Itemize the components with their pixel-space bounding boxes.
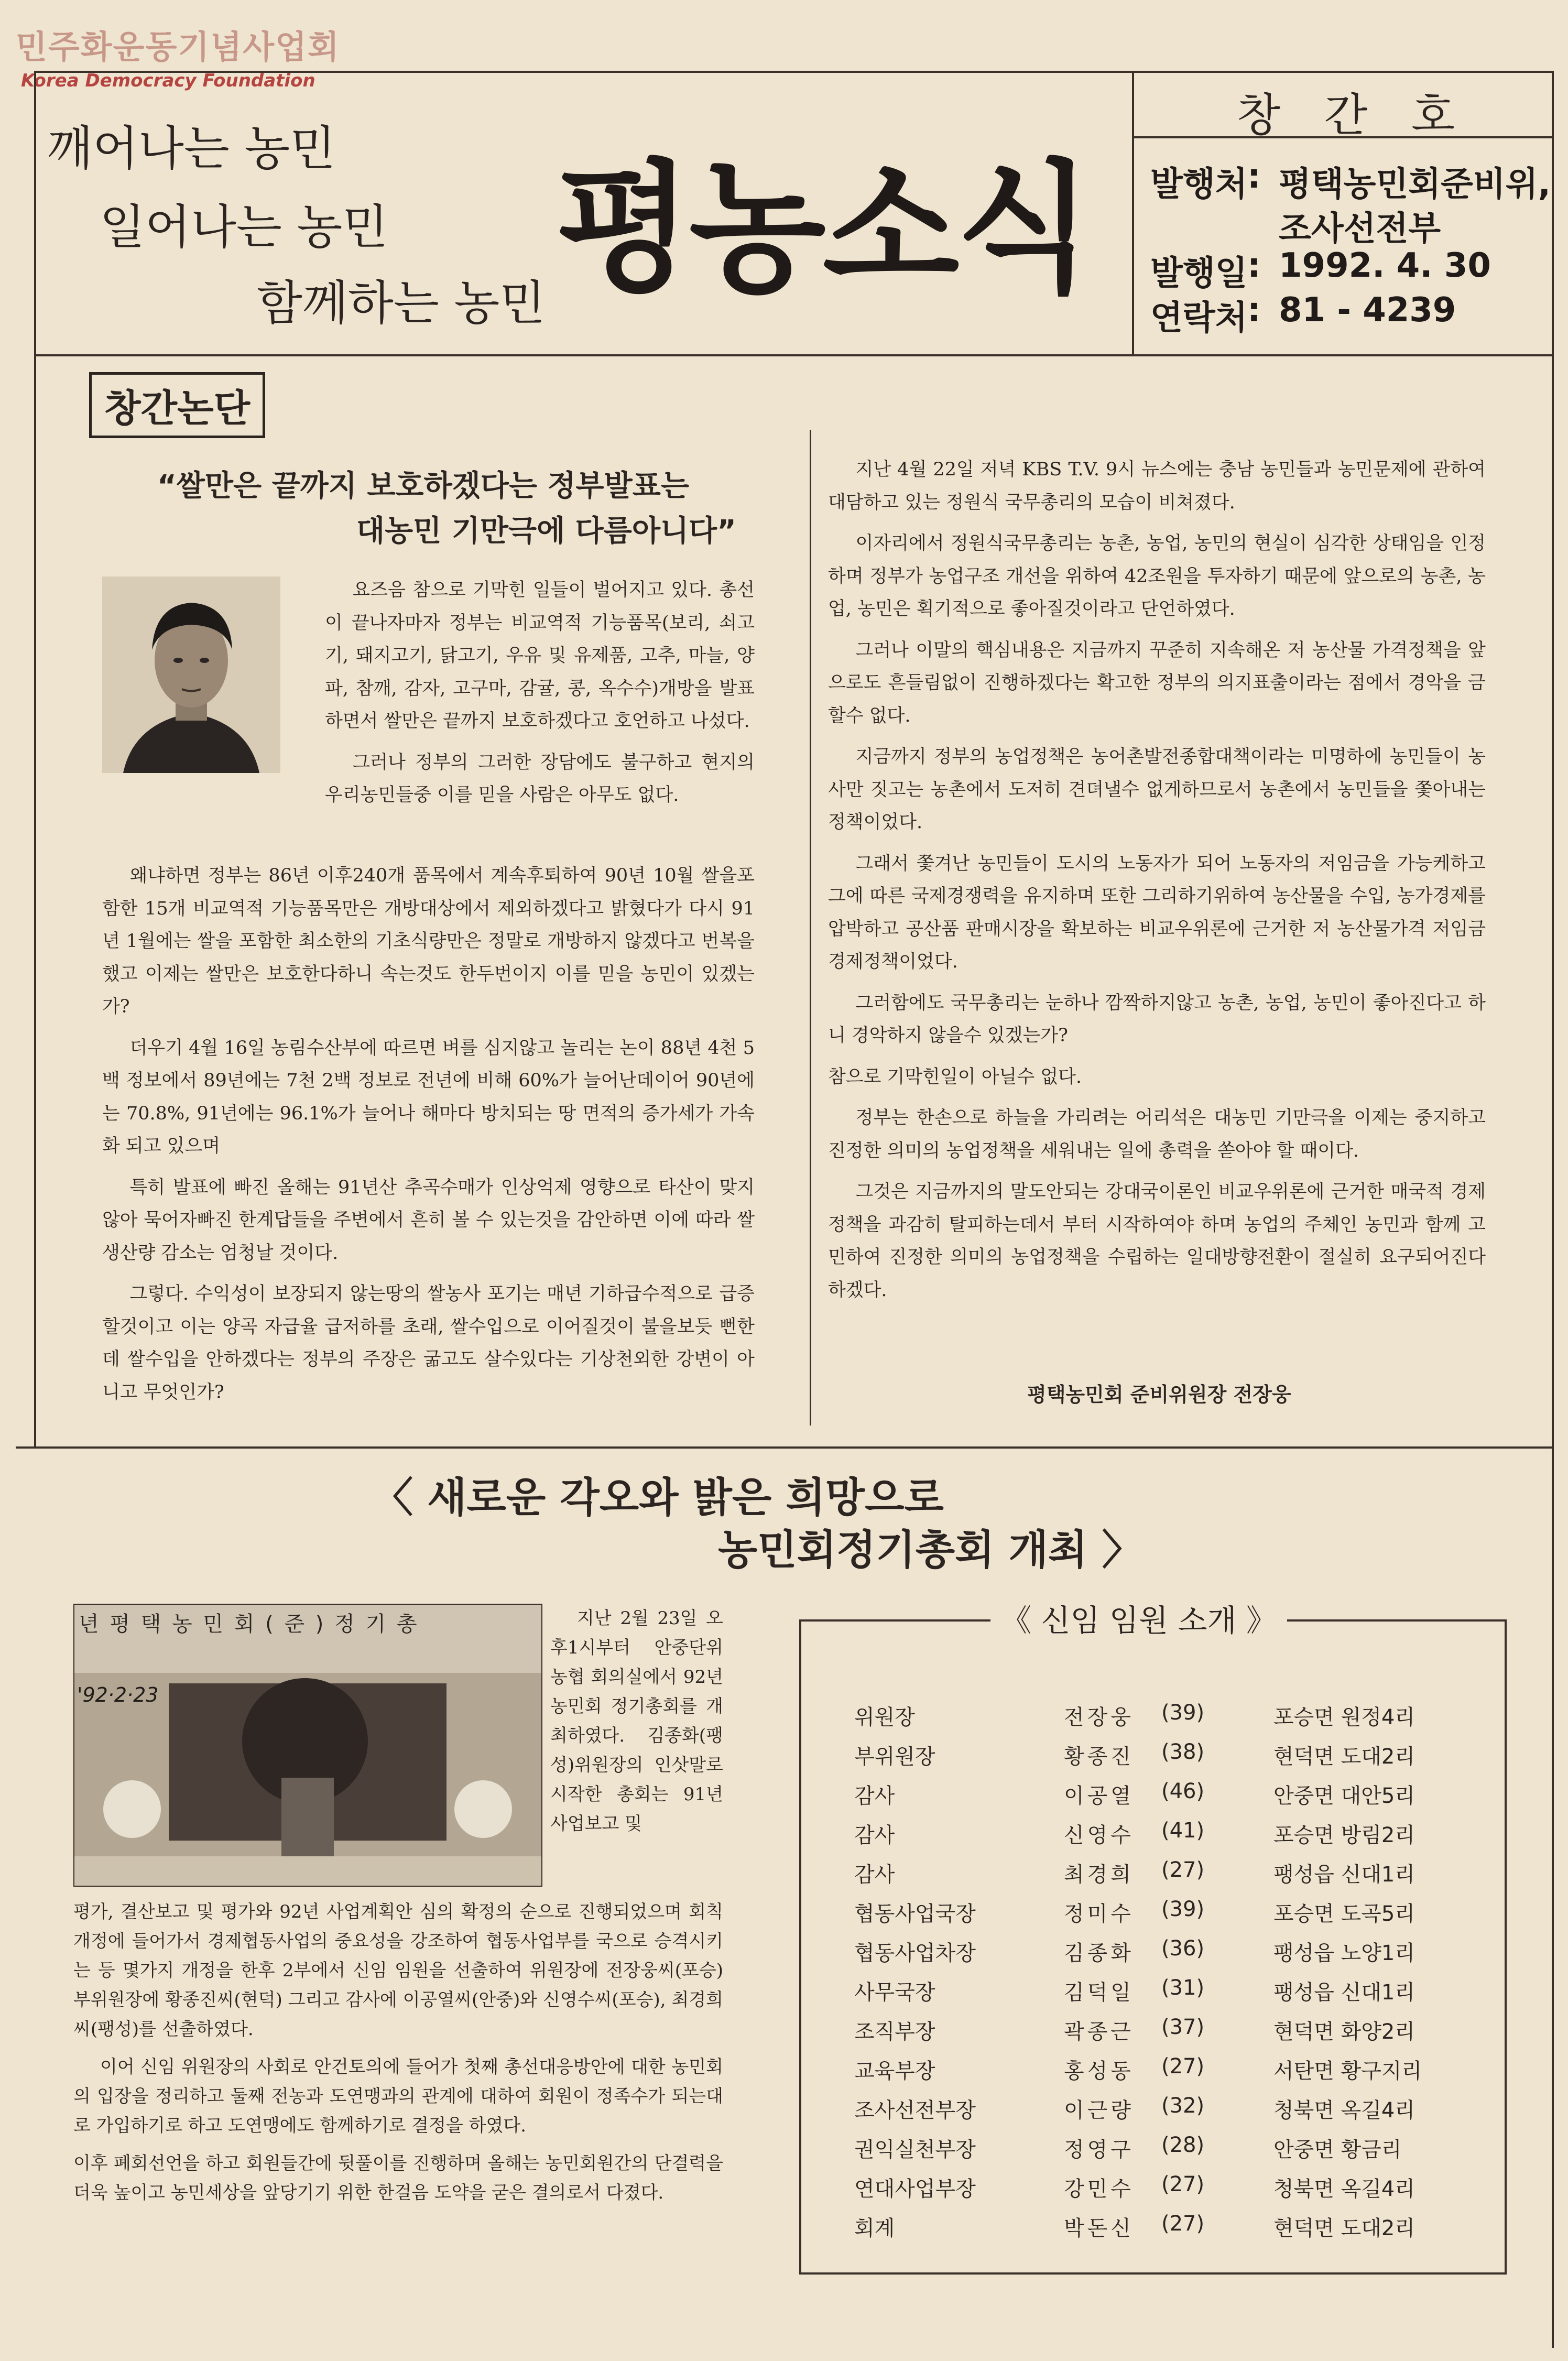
editorial-paragraph: 그렇다. 수익성이 보장되지 않는땅의 쌀농사 포기는 매년 기하급수적으로 급증할것이고 이는 양곡 자급율 급저하를 초래, 쌀수입으로 이어질것이 불을보듯 뻔한데 쌀수입을 안하겠다는 정부의 주장은 굶고도 살수있다는 기상천외한 강변이 아니고 무엇인가? — [102, 1283, 755, 1403]
publisher-value-2: 조사선전부 — [1279, 210, 1441, 248]
colon: : — [1247, 157, 1261, 196]
officer-name: 정미수 — [1064, 1902, 1134, 1926]
date-value: 1992. 4. 30 — [1279, 246, 1491, 285]
officer-age: (27) — [1161, 2212, 1205, 2236]
officer-age: (39) — [1161, 1701, 1205, 1725]
officer-row — [854, 1936, 1483, 1976]
officer-position: 부위원장 — [854, 1745, 935, 1769]
officer-position: 협동사업차장 — [854, 1941, 976, 1965]
officer-row — [854, 1779, 1483, 1819]
author-portrait — [102, 576, 280, 773]
officer-position: 사무국장 — [854, 1981, 935, 2005]
colon: : — [1247, 291, 1261, 330]
editorial-paragraph: 참으로 기막힌일이 아닐수 없다. — [828, 1066, 1082, 1087]
officer-name: 황종진 — [1064, 1745, 1134, 1769]
officer-name: 이근량 — [1064, 2098, 1134, 2123]
meeting-photo — [73, 1604, 542, 1887]
article-body-text — [73, 1897, 723, 2216]
masthead-divider — [1132, 71, 1134, 356]
editorial-paragraph: 그래서 쫓겨난 농민들이 도시의 노동자가 되어 노동자의 저임금을 가능케하고 그에 따른 국제경쟁력을 유지하며 또한 그리하기위하여 농산물을 수입, 농가경제를 압박하고 공산품 판매시장을 확보하는 비교우위론에 근거한 저 농산물가격 저임금 경제정책이었다. — [828, 853, 1486, 972]
slogan-line-2: 일어나는 농민 — [100, 200, 388, 255]
editorial-headline-line-2: 대농민 기만극에 다름아니다” — [356, 514, 736, 548]
officer-region: 현덕면 도대2리 — [1273, 1745, 1415, 1769]
officer-position: 교육부장 — [854, 2059, 935, 2083]
officer-row — [854, 1740, 1483, 1780]
officer-age: (39) — [1161, 1897, 1205, 1921]
editorial-left-top-text — [325, 574, 755, 820]
officer-region: 포승면 도곡5리 — [1273, 1902, 1415, 1926]
column-divider — [810, 430, 811, 1426]
officer-region: 현덕면 도대2리 — [1273, 2216, 1415, 2240]
officer-row — [854, 2172, 1483, 2212]
officer-name: 홍성동 — [1064, 2059, 1134, 2083]
publisher-value-1: 평택농민회준비위, — [1279, 165, 1551, 204]
officer-position: 연대사업부장 — [854, 2177, 976, 2201]
officer-region: 서탄면 황구지리 — [1273, 2059, 1422, 2083]
editorial-paragraph: 정부는 한손으로 하늘을 가리려는 어리석은 대농민 기만극을 이제는 중지하고 진정한 의미의 농업정책을 세워내는 일에 총력을 쏟아야 할 때이다. — [828, 1107, 1486, 1161]
officer-age: (27) — [1161, 1858, 1205, 1882]
meeting-photo-image — [74, 1605, 541, 1886]
editorial-paragraph: 요즈음 참으로 기막힌 일들이 벌어지고 있다. 총선이 끝나자마자 정부는 비교역적 기능품목(보리, 쇠고기, 돼지고기, 닭고기, 우유 및 유제품, 고추, 마늘, 양파, 참깨, 감자, 고구마, 감귤, 콩, 옥수수)개방을 발표하면서 쌀만은 끝까지 보호하겠다고 호언하고 나섰다. — [325, 580, 755, 732]
officer-name: 전장웅 — [1064, 1705, 1134, 1729]
issue-label: 창 간 호 — [1237, 89, 1469, 142]
officer-row — [854, 1858, 1483, 1898]
officer-age: (31) — [1161, 1976, 1205, 2000]
officer-name: 최경희 — [1064, 1863, 1134, 1887]
editorial-headline — [157, 464, 765, 554]
editorial-paragraph: 특히 발표에 빠진 올해는 91년산 추곡수매가 인상억제 영향으로 타산이 맞지않아 묵어자빠진 한계답들을 주변에서 흔히 볼 수 있는것을 감안하면 이에 따라 쌀 생산량 감소는 엄청날 것이다. — [102, 1177, 755, 1264]
officer-position: 조사선전부장 — [854, 2098, 976, 2123]
officer-region: 청북면 옥길4리 — [1273, 2098, 1415, 2123]
officer-region: 포승면 원정4리 — [1273, 1705, 1415, 1729]
article-paragraph: 이후 폐회선언을 하고 회원들간에 뒷풀이를 진행하며 올해는 농민회원간의 단결력을 더욱 높이고 농민세상을 앞당기기 위한 한걸음 도약을 굳은 결의로서 다졌다. — [73, 2153, 723, 2203]
contact-value: 81 - 4239 — [1279, 291, 1456, 330]
editorial-paragraph: 그러함에도 국무총리는 눈하나 깜짝하지않고 농촌, 농업, 농민이 좋아진다고 하니 경악하지 않을수 있겠는가? — [828, 992, 1486, 1046]
article-title-line-2: 농민회정기총회 개최 〉 — [718, 1527, 1143, 1574]
editorial-author: 평택농민회 준비위원장 전장웅 — [1027, 1383, 1291, 1406]
watermark-english: Korea Democracy Foundation — [21, 70, 315, 91]
officer-region: 팽성읍 신대1리 — [1273, 1981, 1415, 2005]
officer-row — [854, 2094, 1483, 2134]
officer-region: 청북면 옥길4리 — [1273, 2177, 1415, 2201]
officer-position: 조직부장 — [854, 2020, 935, 2044]
officer-age: (27) — [1161, 2054, 1205, 2079]
officer-name: 신영수 — [1064, 1823, 1134, 1847]
editorial-paragraph: 더우기 4월 16일 농림수산부에 따르면 벼를 심지않고 놀리는 논이 88년 4천 5백 정보에서 89년에는 7천 2백 정보로 전년에 비해 60%가 늘어난데이어 90년에는 70.8%, 91년에는 96.1%가 늘어나 해마다 방치되는 땅 면적의 증가세가 가속화 되고 있으며 — [102, 1037, 755, 1157]
officer-row — [854, 2054, 1483, 2094]
editorial-paragraph: 그러나 이말의 핵심내용은 지금까지 꾸준히 지속해온 저 농산물 가격정책을 앞으로도 흔들림없이 진행하겠다는 확고한 정부의 의지표출이라는 점에서 경악을 금할수 없다. — [828, 639, 1486, 726]
officer-row — [854, 1701, 1483, 1740]
officer-age: (41) — [1161, 1819, 1205, 1843]
photo-banner-text: 년 평 택 농 민 회 ( 준 ) 정 기 총 — [79, 1612, 419, 1636]
officer-region: 포승면 방림2리 — [1273, 1823, 1415, 1847]
officer-row — [854, 1819, 1483, 1858]
officer-age: (36) — [1161, 1936, 1205, 1961]
article-title-line-1: 〈 새로운 각오와 밝은 희망으로 — [372, 1474, 944, 1521]
editorial-right-text — [828, 453, 1486, 1315]
officer-name: 김덕일 — [1064, 1981, 1134, 2005]
article-paragraph: 평가, 결산보고 및 평가와 92년 사업계획안 심의 확정의 순으로 진행되었으며 회칙개정에 들어가서 경제협동사업의 중요성을 강조하여 협동사업부를 국으로 승격시키는 등 몇가지 개정을 한후 2부에서 신임 임원을 선출하여 위원장에 전장웅씨(포승) 부위원장에 황종진씨(현덕) 그리고 감사에 이공열씨(안중)와 신영수씨(포승), 최경희씨(팽성)를 선출하였다. — [73, 1901, 723, 2040]
officer-name: 강민수 — [1064, 2177, 1134, 2201]
officer-age: (28) — [1161, 2133, 1205, 2157]
editorial-paragraph: 왜냐하면 정부는 86년 이후240개 품목에서 계속후퇴하여 90년 10월 쌀을포함한 15개 비교역적 기능품목만은 개방대상에서 제외하겠다고 밝혔다가 다시 91년 1월에는 쌀을 포함한 최소한의 기초식량만은 정말로 개방하지 않겠다고 번복을 했고 이제는 쌀만은 보호한다하니 속는것도 한두번이지 이를 믿을 농민이 있겠는가? — [102, 865, 755, 1017]
frame-left-line — [34, 356, 36, 1446]
officer-name: 곽종근 — [1064, 2020, 1134, 2044]
officer-region: 팽성읍 노양1리 — [1273, 1941, 1415, 1965]
slogan-line-1: 깨어나는 농민 — [47, 121, 336, 176]
slogan-line-3: 함께하는 농민 — [257, 276, 546, 331]
officer-row — [854, 1976, 1483, 2016]
editorial-left-text — [102, 859, 755, 1417]
officer-position: 권익실천부장 — [854, 2138, 976, 2162]
publisher-label: 발행처 — [1150, 165, 1248, 204]
editorial-paragraph: 그러나 정부의 그러한 장담에도 불구하고 현지의 우리농민들중 이를 믿을 사람은 아무도 없다. — [325, 752, 755, 806]
watermark-korean: 민주화운동기념사업회 — [16, 28, 340, 66]
officer-name: 박돈신 — [1064, 2216, 1134, 2240]
officer-name: 김종화 — [1064, 1941, 1134, 1965]
officer-position: 감사 — [854, 1863, 895, 1887]
editorial-paragraph: 이자리에서 정원식국무총리는 농촌, 농업, 농민의 현실이 심각한 상태임을 인정하며 정부가 농업구조 개선을 위하여 42조원을 투자하기 때문에 앞으로의 농촌, 농업, 농민은 획기적으로 좋아질것이라고 단언하였다. — [828, 533, 1486, 619]
section-divider — [16, 1446, 1554, 1449]
officer-age: (38) — [1161, 1740, 1205, 1764]
paper-title: 평농소식 — [556, 146, 1090, 311]
officer-row — [854, 2212, 1483, 2251]
officer-row — [854, 2133, 1483, 2173]
photo-date-text: '92·2·23 — [77, 1683, 159, 1706]
officer-position: 감사 — [854, 1823, 895, 1847]
officer-position: 회계 — [854, 2216, 895, 2240]
officer-position: 위원장 — [854, 1705, 915, 1729]
officer-age: (37) — [1161, 2015, 1205, 2039]
contact-label: 연락처 — [1150, 299, 1248, 338]
date-label: 발행일 — [1150, 254, 1248, 293]
officer-age: (46) — [1161, 1779, 1205, 1803]
editorial-headline-line-1: “쌀만은 끝까지 보호하겠다는 정부발표는 — [157, 469, 689, 503]
frame-right-line — [1552, 356, 1554, 2348]
editorial-paragraph: 그것은 지금까지의 말도안되는 강대국이론인 비교우위론에 근거한 매국적 경제정책을 과감히 탈피하는데서 부터 시작하여야 하며 농업의 주체인 농민과 함께 고민하여 진정한 의미의 농업정책을 수립하는 일대방향전환이 절실히 요구되어진다 하겠다. — [828, 1181, 1486, 1301]
officer-name: 정영구 — [1064, 2138, 1134, 2162]
officer-region: 팽성읍 신대1리 — [1273, 1863, 1415, 1887]
portrait-image — [102, 576, 280, 773]
officer-position: 협동사업국장 — [854, 1902, 976, 1926]
officer-region: 안중면 대안5리 — [1273, 1784, 1415, 1808]
officer-row — [854, 2015, 1483, 2055]
colon: : — [1247, 246, 1261, 285]
article-paragraph: 지난 2월 23일 오후1시부터 안중단위 농협 회의실에서 92년 농민회 정기총회를 개최하였다. 김종화(팽성)위원장의 인삿말로 시작한 총회는 91년 사업보고 및 — [550, 1608, 723, 1834]
officer-region: 안중면 황금리 — [1273, 2138, 1402, 2162]
editorial-paragraph: 지금까지 정부의 농업정책은 농어촌발전종합대책이라는 미명하에 농민들이 농사만 짓고는 농촌에서 도저히 견뎌낼수 없게하므로서 농촌에서 농민들을 쫓아내는 정책이었다. — [828, 746, 1486, 833]
officers-title: 《 신임 임원 소개 》 — [990, 1596, 1287, 1640]
officer-name: 이공열 — [1064, 1784, 1134, 1808]
officer-position: 감사 — [854, 1784, 895, 1808]
editorial-paragraph: 지난 4월 22일 저녁 KBS T.V. 9시 뉴스에는 충남 농민들과 농민문제에 관하여 대담하고 있는 정원식 국무총리의 모습이 비쳐졌다. — [828, 459, 1486, 513]
officer-age: (32) — [1161, 2094, 1205, 2118]
officer-age: (27) — [1161, 2172, 1205, 2196]
article-paragraph: 이어 신임 위원장의 사회로 안건토의에 들어가 첫째 총선대응방안에 대한 농민회의 입장을 정리하고 둘째 전농과 도연맹과의 관계에 대하여 회원이 정족수가 되는대로 가입하기로 하고 도연맹에도 함께하기로 결정을 하였다. — [73, 2057, 723, 2136]
editorial-tag: 창간논단 — [89, 372, 265, 438]
officer-region: 현덕면 화양2리 — [1273, 2020, 1415, 2044]
article-side-text — [550, 1604, 723, 1847]
officer-row — [854, 1897, 1483, 1937]
